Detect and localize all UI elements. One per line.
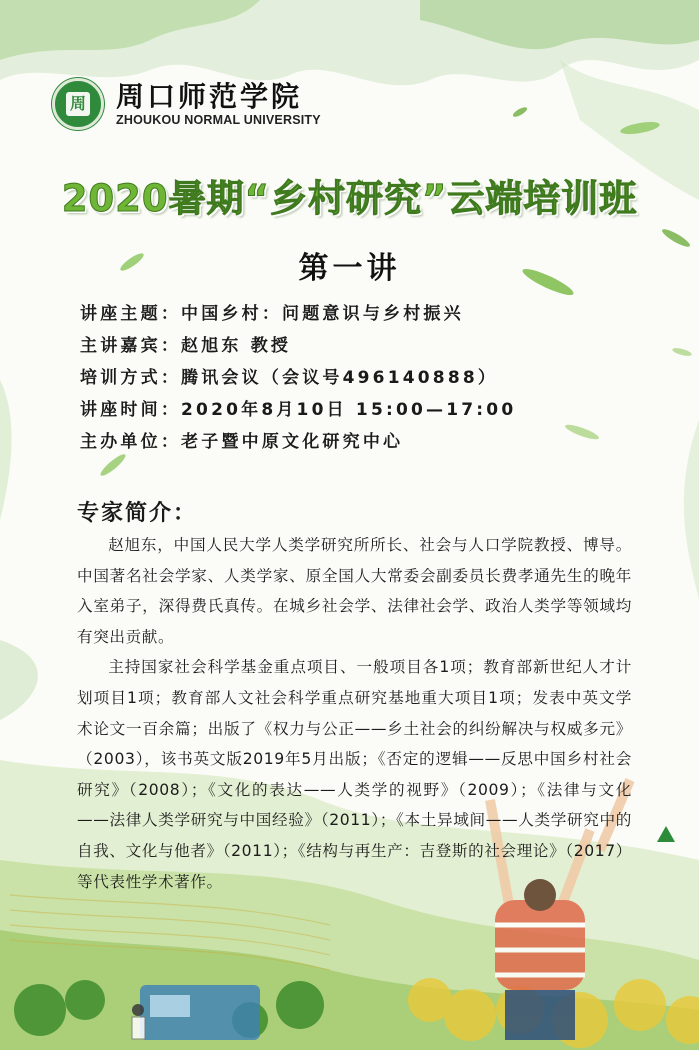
info-row-topic: 讲座主题 ： 中国乡村：问题意识与乡村振兴	[80, 298, 516, 330]
bio-paragraph: 赵旭东，中国人民大学人类学研究所所长、社会与人口学院教授、博导。中国著名社会学家、人类学家、原全国人大常委会副委员长费孝通先生的晚年入室弟子，深得费氏真传。在城乡社会学、法律社会学、政治人类学等领域均有突出贡献。	[77, 536, 632, 646]
info-row-time: 讲座时间 ： 2020年8月10日 15:00—17:00	[80, 394, 516, 426]
info-row-organizer: 主办单位 ： 老子暨中原文化研究中心	[80, 426, 516, 458]
expert-bio	[77, 530, 632, 897]
university-name-en: ZHOUKOU NORMAL UNIVERSITY	[116, 113, 321, 127]
university-name-cn: 周口师范学院	[116, 80, 303, 113]
bio-paragraph: 主持国家社会科学基金重点项目、一般项目各1项；教育部新世纪人才计划项目1项；教育部人文社会科学重点研究基地重大项目1项；发表中英文学术论文一百余篇；出版了《权力与公正——乡土社会的纠纷解决与权威多元》（2003），该书英文版2019年5月出版；《否定的逻辑——反思中国乡村社会研究》（2008）；《文化的表达——人类学的视野》（2009）；《法律与文化——法律人类学研究与中国经验》（2011）；《本土异域间——人类学研究中的自我、文化与他者》（2011）；《结构与再生产：吉登斯的社会理论》（2017）等代表性学术著作。	[77, 658, 632, 891]
expert-intro-heading: 专家简介 ：	[77, 496, 197, 527]
lecture-number: 第一讲	[298, 251, 401, 286]
scroll-up-icon[interactable]	[657, 826, 675, 842]
university-seal-icon: 周	[52, 78, 104, 130]
info-row-method: 培训方式 ： 腾讯会议（会议号496140888）	[80, 362, 516, 394]
lecture-info	[80, 298, 516, 458]
info-row-speaker: 主讲嘉宾 ： 赵旭东 教授	[80, 330, 516, 362]
poster-title: 2020暑期“乡村研究”云端培训班	[61, 177, 638, 220]
logo-text	[116, 81, 321, 127]
university-logo	[52, 78, 321, 130]
